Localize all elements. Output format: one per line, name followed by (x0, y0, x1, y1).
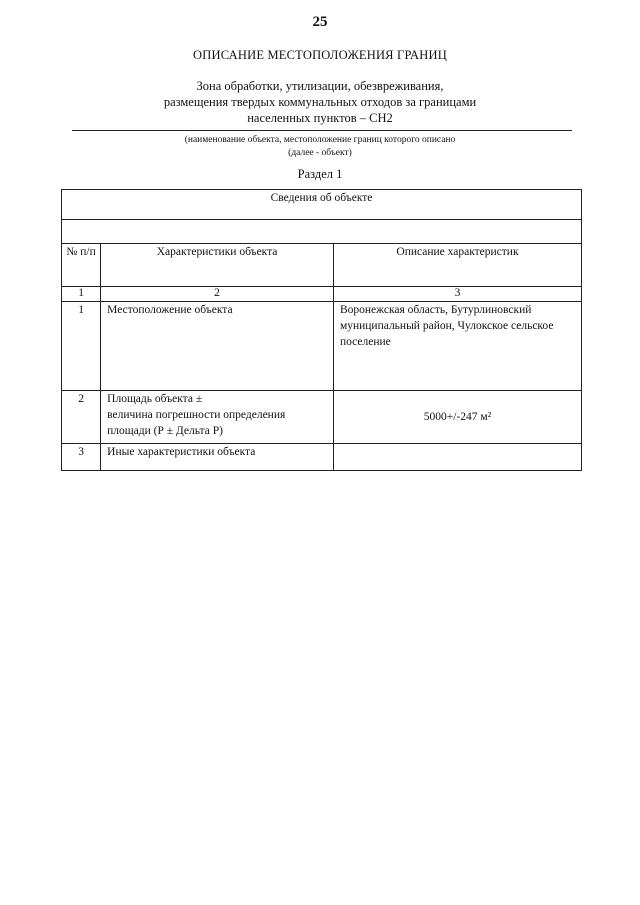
object-name (0, 78, 640, 126)
table-heading: Сведения об объекте (62, 190, 582, 220)
table-row (62, 302, 582, 391)
column-header-description: Описание характеристик (333, 244, 581, 287)
object-name-line: размещения твердых коммунальных отходов за границами (163, 95, 477, 109)
object-name-line: Зона обработки, утилизации, обезвреживания, (196, 79, 444, 93)
row-number: 2 (62, 391, 101, 444)
column-index: 2 (101, 287, 334, 302)
column-header-characteristics: Характеристики объекта (101, 244, 334, 287)
row-description: Воронежская область, Бутурлиновский муниципальный район, Чулокское сельское поселение (333, 302, 581, 391)
table-header-row (62, 244, 582, 287)
object-name-line: населенных пунктов – СН2 (247, 111, 393, 125)
row-description: 5000+/-247 м² (333, 391, 581, 444)
page-number: 25 (312, 14, 328, 30)
row-characteristic: Местоположение объекта (101, 302, 334, 391)
caption-line: (далее - объект) (288, 148, 352, 158)
row-description (333, 444, 581, 471)
column-index: 3 (333, 287, 581, 302)
document-title: ОПИСАНИЕ МЕСТОПОЛОЖЕНИЯ ГРАНИЦ (193, 48, 447, 62)
row-number: 1 (62, 302, 101, 391)
table-row (62, 444, 582, 471)
row-characteristic: Иные характеристики объекта (101, 444, 334, 471)
characteristic-line: величина погрешности определения (107, 409, 286, 421)
column-index: 1 (62, 287, 101, 302)
section-label: Раздел 1 (297, 167, 343, 181)
row-number: 3 (62, 444, 101, 471)
column-index-row (62, 287, 582, 302)
table-heading-row (62, 190, 582, 220)
underline-rule (72, 130, 572, 131)
characteristic-line: площади (Р ± Дельта Р) (107, 425, 223, 437)
object-name-caption (0, 134, 640, 160)
row-characteristic (101, 391, 334, 444)
caption-line: (наименование объекта, местоположение границ которого описано (184, 135, 456, 145)
table-row (62, 391, 582, 444)
table-blank-row (62, 220, 582, 244)
column-header-number: № п/п (62, 244, 101, 287)
blank-cell (62, 220, 582, 244)
object-info-table (61, 189, 582, 471)
characteristic-line: Площадь объекта ± (107, 393, 203, 405)
